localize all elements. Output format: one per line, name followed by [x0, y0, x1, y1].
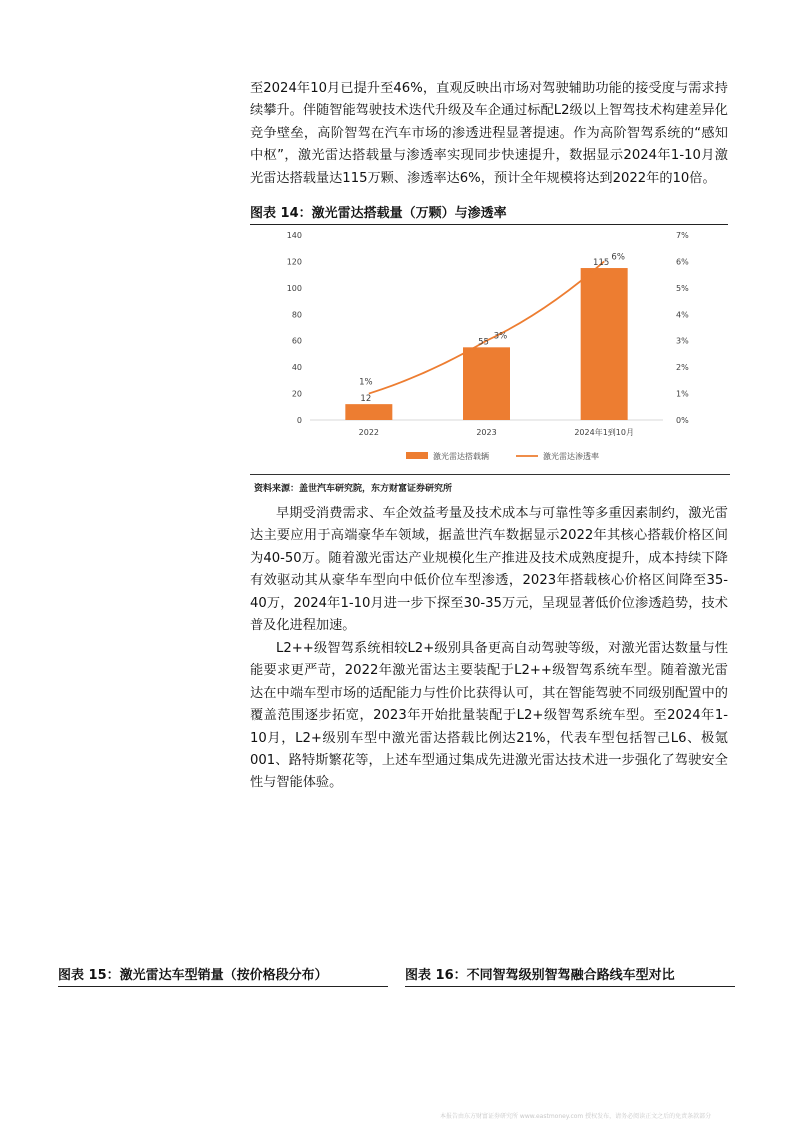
y-left-tick-label: 100 — [286, 283, 302, 293]
x-tick-label: 2023 — [476, 428, 497, 437]
y-right-tick-label: 1% — [676, 389, 689, 399]
line-data-label: 3% — [493, 331, 508, 342]
y-left-tick-label: 0 — [296, 416, 302, 425]
bar-data-label: 12 — [360, 394, 372, 405]
y-left-tick-label: 60 — [291, 336, 302, 346]
page-footer: 本报告由东方财富证券研究所 www.eastmoney.com 授权发布，请务必阅读正文之后的免责条款部分 — [440, 1113, 712, 1120]
bar-data-label: 115 — [593, 258, 610, 269]
y-right-tick-label: 4% — [676, 310, 689, 320]
source-divider — [250, 474, 730, 475]
y-right-tick-label: 5% — [676, 283, 689, 293]
legend-bar-label: 激光雷达搭载辆 — [433, 452, 489, 461]
y-left-tick-label: 20 — [291, 389, 302, 399]
paragraph-l2-levels: L2++级智驾系统相较L2+级别具备更高自动驾驶等级，对激光雷达数量与性能要求更严苛，2022年激光雷达主要装配于L2++级智驾系统车型。随着激光雷达在中端车型市场的适配能力与性价比获得认可，其在智能驾驶不同级别配置中的覆盖范围逐步拓宽，2023年开始批量装配于L2+级智驾系统车型。至2024年1-10月，L2+级别车型中激光雷达搭载比例达21%，代表车型包括智己L6、极氪001、路特斯繁花等，上述车型通过集成先进激光雷达技术进一步强化了驾驶安全性与智能体验。 — [250, 641, 728, 791]
figure-16-title: 图表 16：不同智驾级别智驾融合路线车型对比 — [405, 964, 735, 987]
figure-14-source: 资料来源：盖世汽车研究院，东方财富证券研究所 — [254, 484, 453, 494]
y-right-tick-label: 6% — [676, 257, 689, 267]
y-left-tick-label: 120 — [286, 257, 302, 267]
y-right-tick-label: 0% — [676, 416, 689, 425]
y-left-tick-label: 80 — [291, 310, 302, 320]
legend-line-label: 激光雷达渗透率 — [543, 452, 599, 461]
bar — [581, 268, 628, 420]
bar-data-label: 55 — [478, 337, 489, 348]
y-left-tick-label: 140 — [286, 231, 302, 240]
x-tick-label: 2022 — [358, 428, 380, 437]
y-right-tick-label: 7% — [676, 231, 689, 240]
bar — [345, 404, 392, 420]
paragraph-price-range: 早期受消费需求、车企效益考量及技术成本与可靠性等多重因素制约，激光雷达主要应用于高端豪华车领域，据盖世汽车数据显示2022年其核心搭载价格区间为40-50万。随着激光雷达产业规模化生产推进及技术成熟度提升，成本持续下降有效驱动其从豪华车型向中低价位车型渗透，2023年搭载核心价格区间降至35-40万，2024年1-10月进一步下探至30-35万元，呈现显著低价位渗透趋势，技术普及化进程加速。 — [250, 506, 728, 634]
y-left-tick-label: 40 — [291, 363, 302, 373]
bar — [463, 347, 510, 420]
y-right-tick-label: 2% — [676, 363, 689, 373]
figure-14-title: 图表 14：激光雷达搭载量（万颗）与渗透率 — [250, 202, 728, 225]
intro-paragraph: 至2024年10月已提升至46%，直观反映出市场对驾驶辅助功能的接受度与需求持续攀升。伴随智能驾驶技术迭代升级及车企通过标配L2级以上智驾技术构建差异化竞争壁垒，高阶智驾在汽车市场的渗透进程显著提速。作为高阶智驾系统的“感知中枢”，激光雷达搭载量与渗透率实现同步快速提升，数据显示2024年1-10月激光雷达搭载量达115万颗、渗透率达6%，预计全年规模将达到2022年的10倍。 — [250, 81, 728, 186]
figure-15-title: 图表 15：激光雷达车型销量（按价格段分布） — [58, 964, 388, 987]
line-data-label: 6% — [611, 252, 625, 263]
x-tick-label: 2024年1到10月 — [574, 428, 634, 437]
line-data-label: 1% — [359, 377, 373, 388]
lidar-chart — [250, 222, 730, 472]
legend-bar-swatch — [406, 452, 428, 459]
y-right-tick-label: 3% — [676, 336, 689, 346]
